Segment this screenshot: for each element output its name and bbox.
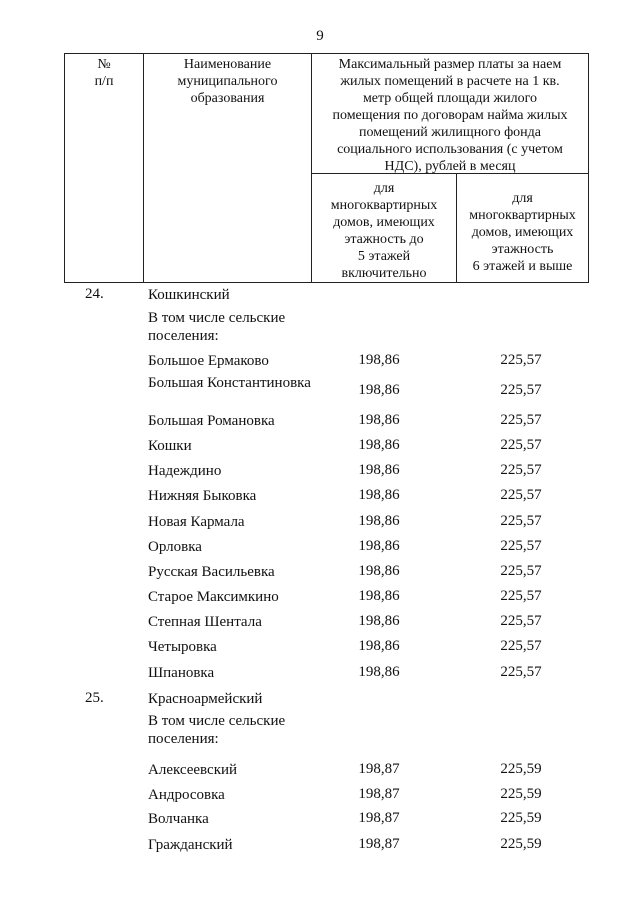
group-subtitle: В том числе сельские поселения: <box>148 713 286 747</box>
value-up-to-5-floors: 198,87 <box>358 810 400 826</box>
value-up-to-5-floors: 198,86 <box>358 588 400 604</box>
settlement-name: Андросовка <box>148 787 225 803</box>
value-up-to-5-floors: 198,87 <box>358 761 400 777</box>
header-up-to-5-floors <box>311 173 457 283</box>
value-6-floors-and-above: 225,57 <box>500 563 542 579</box>
value-up-to-5-floors: 198,86 <box>358 538 400 554</box>
value-6-floors-and-above: 225,59 <box>500 786 542 802</box>
header-text: многоквартирных <box>469 208 576 223</box>
value-up-to-5-floors: 198,86 <box>358 638 400 654</box>
header-text: метр общей площади жилого <box>362 91 538 106</box>
settlement-name: Большая Константиновка <box>148 375 311 391</box>
settlement-name: Алексеевский <box>148 762 238 778</box>
settlement-name: Большое Ермаково <box>148 353 269 369</box>
value-up-to-5-floors: 198,87 <box>358 836 400 852</box>
settlement-name: Степная Шентала <box>148 614 262 630</box>
settlement-name: Волчанка <box>148 811 209 827</box>
header-max-fee-column <box>311 53 589 174</box>
settlement-name: Русская Васильевка <box>148 564 275 580</box>
settlement-name: Надеждино <box>148 463 222 479</box>
settlement-name: Кошки <box>148 438 192 454</box>
value-up-to-5-floors: 198,86 <box>358 382 400 398</box>
settlement-name: Гражданский <box>148 837 233 853</box>
value-6-floors-and-above: 225,57 <box>500 462 542 478</box>
settlement-name: Шпановка <box>148 665 215 681</box>
header-text: домов, имеющих <box>471 225 574 240</box>
header-name-column <box>143 53 312 283</box>
header-text: помещения по договорам найма жилых <box>332 108 568 123</box>
value-6-floors-and-above: 225,57 <box>500 513 542 529</box>
header-text: муниципального <box>177 74 278 89</box>
header-text: жилых помещений в расчете на 1 кв. <box>340 74 560 89</box>
header-text: этажность <box>491 242 554 257</box>
header-text: п/п <box>94 74 114 89</box>
value-6-floors-and-above: 225,57 <box>500 487 542 503</box>
header-text: помещений жилищного фонда <box>359 125 541 140</box>
district-name: Красноармейский <box>148 691 263 707</box>
value-6-floors-and-above: 225,57 <box>500 588 542 604</box>
value-up-to-5-floors: 198,86 <box>358 412 400 428</box>
value-up-to-5-floors: 198,86 <box>358 513 400 529</box>
settlement-name: Новая Кармала <box>148 514 245 530</box>
header-text: для <box>512 191 533 206</box>
header-text: домов, имеющих <box>333 215 435 230</box>
settlement-name: Большая Романовка <box>148 413 275 429</box>
value-6-floors-and-above: 225,57 <box>500 613 542 629</box>
header-6-floors-and-above <box>456 173 589 283</box>
header-text: социального использования (с учетом <box>337 142 563 157</box>
value-6-floors-and-above: 225,57 <box>500 664 542 680</box>
group-number: 24. <box>85 286 104 302</box>
value-6-floors-and-above: 225,57 <box>500 437 542 453</box>
header-text: 6 этажей и выше <box>472 259 573 274</box>
settlement-name: Орловка <box>148 539 202 555</box>
group-number: 25. <box>85 690 104 706</box>
header-text: 5 этажей <box>357 249 411 264</box>
value-6-floors-and-above: 225,57 <box>500 382 542 398</box>
value-6-floors-and-above: 225,57 <box>500 538 542 554</box>
value-up-to-5-floors: 198,86 <box>358 462 400 478</box>
value-up-to-5-floors: 198,86 <box>358 352 400 368</box>
header-text: Наименование <box>183 57 272 72</box>
settlement-name: Нижняя Быковка <box>148 488 257 504</box>
header-text: многоквартирных <box>330 198 438 213</box>
value-6-floors-and-above: 225,57 <box>500 412 542 428</box>
value-6-floors-and-above: 225,59 <box>500 761 542 777</box>
value-6-floors-and-above: 225,59 <box>500 810 542 826</box>
value-6-floors-and-above: 225,59 <box>500 836 542 852</box>
value-up-to-5-floors: 198,86 <box>358 664 400 680</box>
header-text: НДС), рублей в месяц <box>384 159 516 174</box>
settlement-name: Старое Максимкино <box>148 589 279 605</box>
page-number: 9 <box>316 28 324 44</box>
value-up-to-5-floors: 198,86 <box>358 487 400 503</box>
value-up-to-5-floors: 198,86 <box>358 437 400 453</box>
settlement-name: Четыровка <box>148 639 217 655</box>
value-up-to-5-floors: 198,87 <box>358 786 400 802</box>
header-number-column <box>64 53 144 283</box>
group-subtitle: В том числе сельские поселения: <box>148 310 286 344</box>
value-up-to-5-floors: 198,86 <box>358 613 400 629</box>
district-name: Кошкинский <box>148 287 230 303</box>
value-up-to-5-floors: 198,86 <box>358 563 400 579</box>
value-6-floors-and-above: 225,57 <box>500 638 542 654</box>
header-text: включительно <box>341 266 427 281</box>
header-text: для <box>373 181 395 196</box>
header-text: этажность до <box>344 232 424 247</box>
header-text: Максимальный размер платы за наем <box>338 57 562 72</box>
header-text: образования <box>190 91 265 106</box>
header-text: № <box>97 57 111 72</box>
value-6-floors-and-above: 225,57 <box>500 352 542 368</box>
